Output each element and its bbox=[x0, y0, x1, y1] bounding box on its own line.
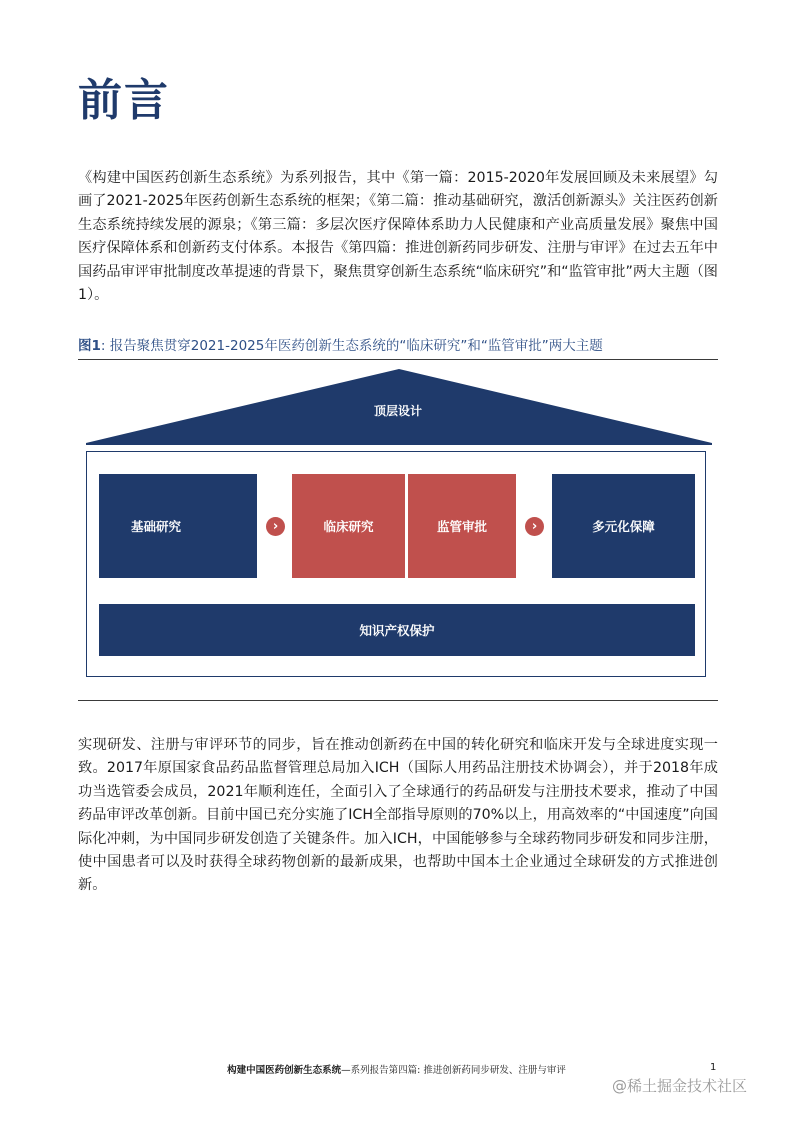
footer-series-subtitle: —系列报告第四篇: 推进创新药同步研发、注册与审评 bbox=[341, 1065, 566, 1076]
chevron-right-icon: › bbox=[525, 517, 544, 536]
page-number: 1 bbox=[710, 1062, 717, 1073]
ecosystem-diagram bbox=[78, 360, 718, 700]
page-footer bbox=[0, 1062, 793, 1076]
figure-label: 图1 bbox=[78, 338, 101, 354]
footer-series-title: 构建中国医药创新生态系统 bbox=[227, 1065, 342, 1076]
box-regulatory-approval: 监管审批 bbox=[408, 474, 516, 578]
box-ip-protection: 知识产权保护 bbox=[99, 604, 695, 656]
figure-caption bbox=[78, 334, 718, 354]
roof-label: 顶层设计 bbox=[373, 404, 422, 418]
body-paragraph: 实现研发、注册与审评环节的同步，旨在推动创新药在中国的转化研究和临床开发与全球进度实现一致。2017年原国家食品药品监督管理总局加入ICH（国际人用药品注册技术协调会），并于2018年成功当选管委会成员，2021年顺利连任，全面引入了全球通行的药品研发与注册技术要求，推动了中国药品审评改革创新。目前中国已充分实施了ICH全部指导原则的70%以上，用高效率的“中国速度”向国际化冲刺，为中国同步研发创造了关键条件。加入ICH，中国能够参与全球药物同步研发和同步注册，使中国患者可以及时获得全球药物创新的最新成果，也帮助中国本土企业通过全球研发的方式推进创新。 bbox=[78, 737, 718, 894]
chevron-right-icon: › bbox=[266, 517, 285, 536]
box-diversified-security: 多元化保障 bbox=[552, 474, 695, 578]
page-title: 前言 bbox=[78, 75, 170, 126]
figure-bottom-rule bbox=[78, 700, 718, 701]
box-basic-research: 基础研究 bbox=[99, 474, 257, 578]
intro-paragraph: 《构建中国医药创新生态系统》为系列报告，其中《第一篇：2015-2020年发展回顾及未来展望》勾画了2021-2025年医药创新生态系统的框架；《第二篇：推动基础研究，激活创新源头》关注医药创新生态系统持续发展的源泉；《第三篇：多层次医疗保障体系助力人民健康和产业高质量发展》聚焦中国医疗保障体系和创新药支付体系。本报告《第四篇：推进创新药同步研发、注册与审评》在过去五年中国药品审评审批制度改革提速的背景下，聚焦贯穿创新生态系统“临床研究”和“监管审批”两大主题（图1）。 bbox=[78, 170, 718, 304]
figure-caption-text: : 报告聚焦贯穿2021-2025年医药创新生态系统的“临床研究”和“监管审批”两大主题 bbox=[100, 338, 603, 354]
box-clinical-research: 临床研究 bbox=[292, 474, 405, 578]
watermark: @稀土掘金技术社区 bbox=[612, 1077, 748, 1095]
